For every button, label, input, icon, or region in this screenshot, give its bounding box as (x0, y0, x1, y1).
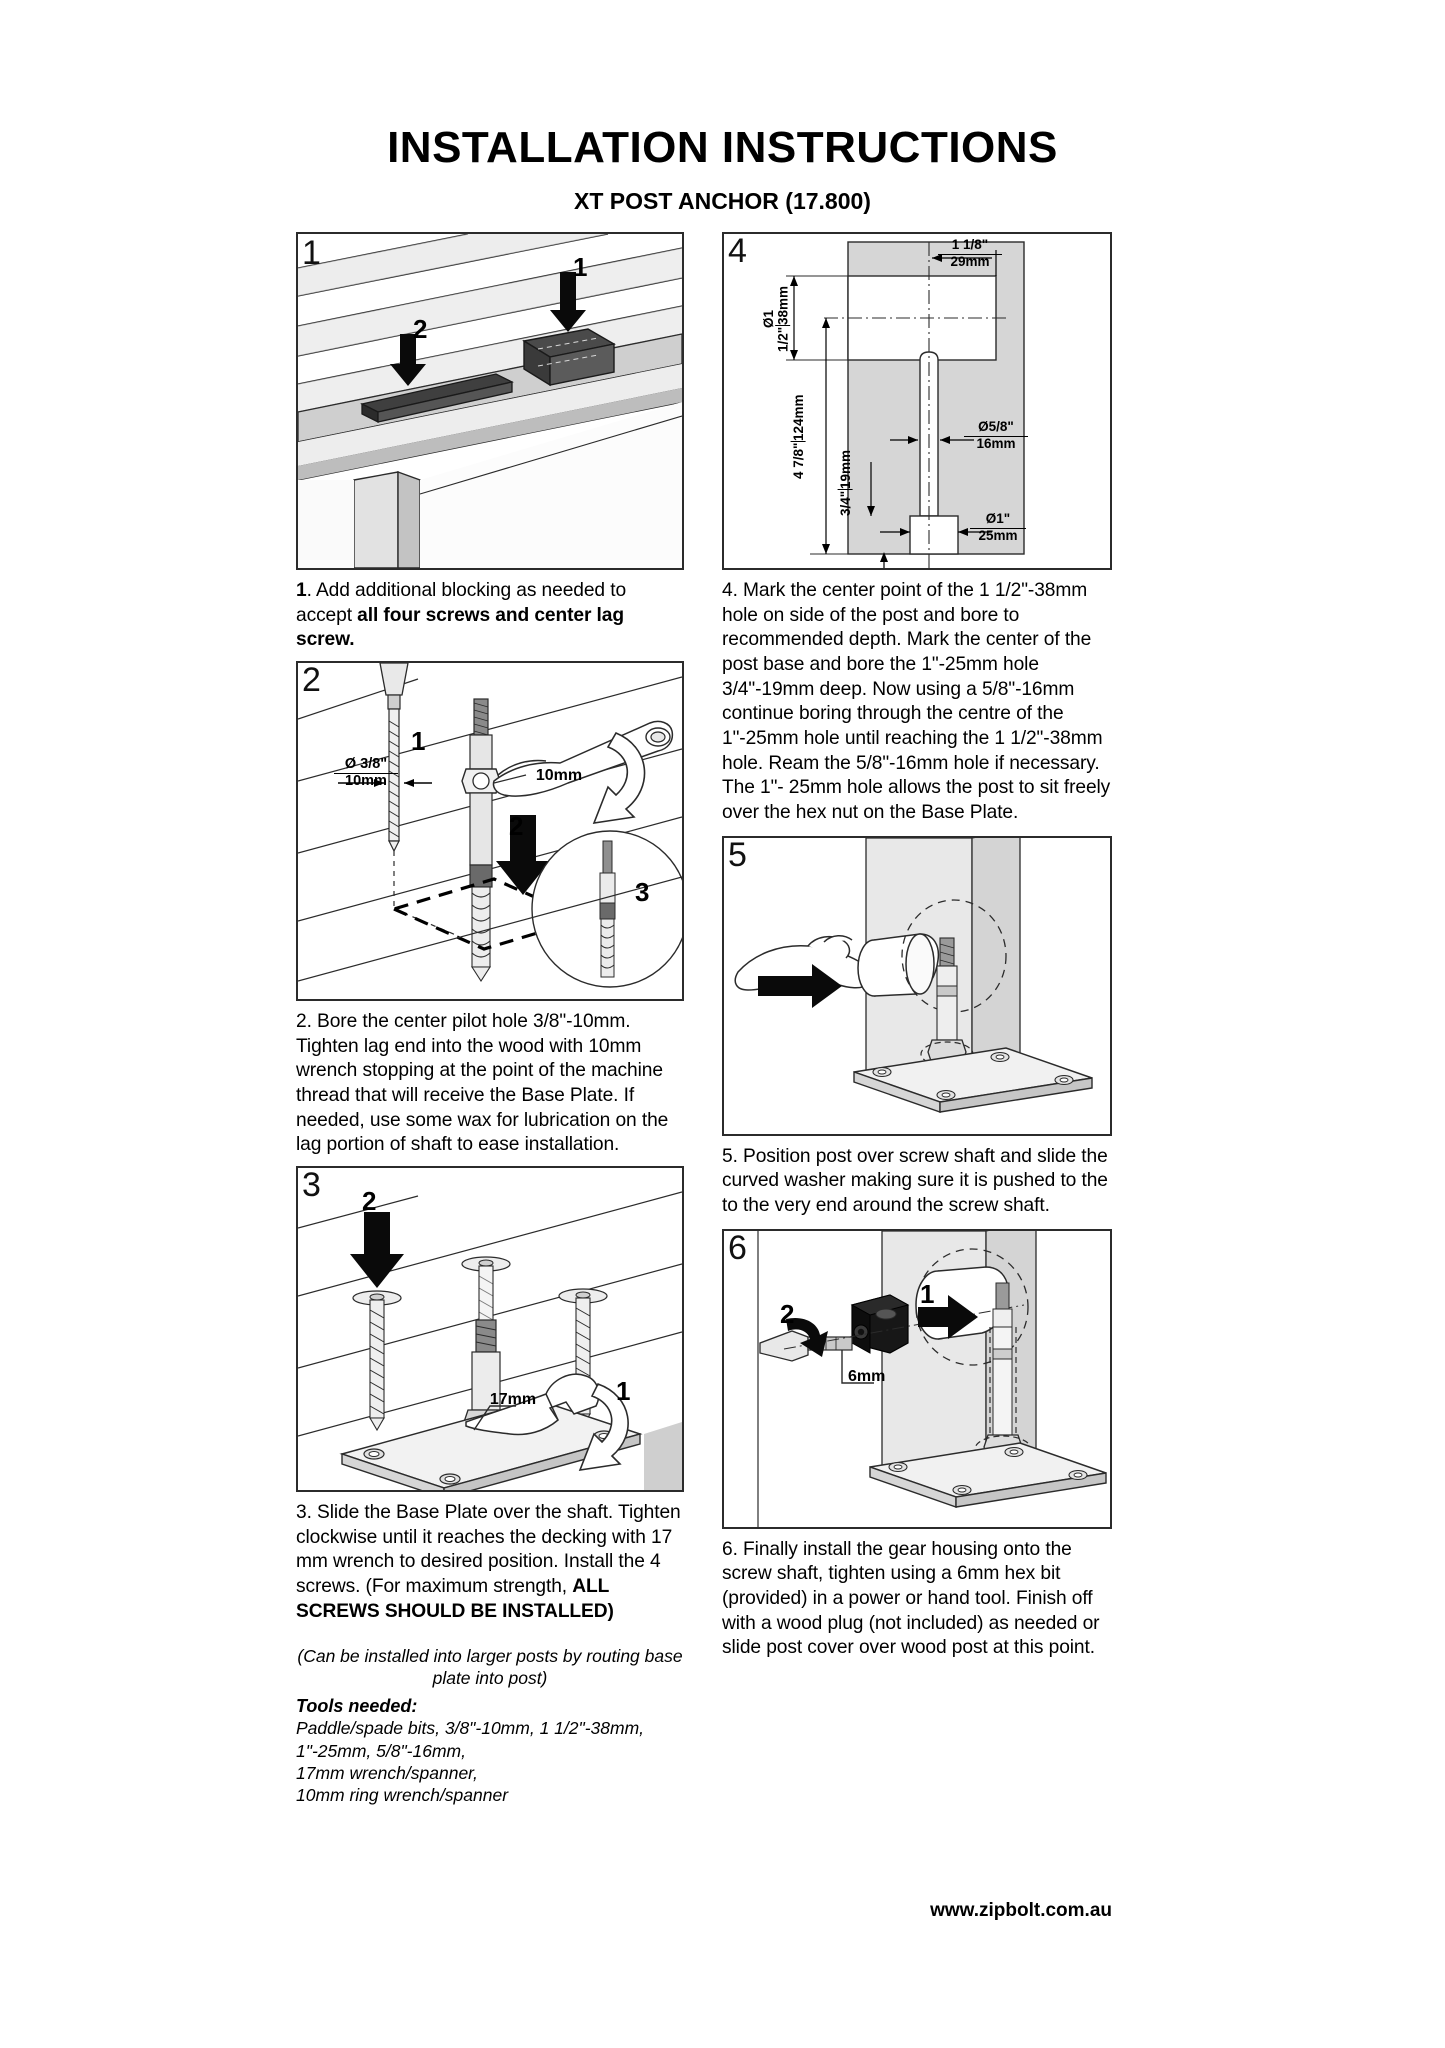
dimension-25mm-imperial: Ø1" (970, 512, 1026, 529)
dimension-wrench-17mm (484, 1392, 542, 1409)
figure-2-callout-1: 1 (411, 726, 426, 757)
dimension-pilot-hole (334, 757, 398, 789)
dimension-hex-6mm-value: 6mm (848, 1367, 886, 1385)
figure-3-callout-1: 1 (616, 1376, 631, 1407)
tools-line-2: 1"-25mm, 5/8"-16mm, (296, 1740, 466, 1761)
dimension-38mm-imperial: Ø1 1/2" (761, 310, 791, 353)
figure-number-5: 5 (728, 835, 747, 874)
right-column (722, 232, 1112, 1661)
dimension-16mm-metric: 16mm (976, 435, 1016, 451)
figure-1-callout-1: 1 (573, 252, 588, 282)
caption-step-6: 6. Finally install the gear housing onto the screw shaft, tighten using a 6mm hex bit (provided) in a power or hand tool. Finish off with a wood plug (not included) as needed or slide post cover over wood post at this point. (722, 1538, 1100, 1659)
caption-step-3 (296, 1501, 684, 1624)
figure-step-5 (722, 836, 1112, 1136)
dimension-19mm-metric: 19mm (838, 449, 853, 489)
routing-note: (Can be installed into larger posts by routing base plate into post) (297, 1646, 683, 1689)
caption-step-1 (296, 579, 684, 653)
figure-number-3: 3 (302, 1166, 321, 1205)
dimension-wrench-10mm (530, 768, 588, 785)
dimension-29mm-metric: 29mm (950, 253, 990, 269)
dimension-124mm-imperial: 4 7/8" (791, 443, 806, 480)
figure-6-callout-1: 1 (920, 1278, 935, 1309)
dimension-38mm (762, 280, 791, 358)
figure-2-callout-3: 3 (635, 877, 650, 908)
caption-step-5: 5. Position post over screw shaft and slide the curved washer making sure it is pushed to the to the very end around the screw shaft. (722, 1145, 1108, 1217)
tools-line-4: 10mm ring wrench/spanner (296, 1785, 509, 1806)
dimension-pilot-hole-metric: 10mm (345, 773, 387, 790)
dimension-19mm (838, 449, 854, 516)
dimension-124mm (792, 392, 807, 482)
figure-step-2 (296, 661, 684, 1001)
caption-3-text-b: ALL SCREWS SHOULD BE INSTALLED) (296, 1576, 614, 1622)
figure-3-callout-2: 2 (362, 1186, 377, 1217)
dimension-38mm-metric: 38mm (775, 285, 791, 325)
figure-step-6 (722, 1229, 1112, 1529)
figure-number-2: 2 (302, 661, 321, 700)
dimension-16mm (964, 420, 1028, 451)
figure-number-6: 6 (728, 1228, 747, 1267)
figure-2-callout-2: 2 (509, 811, 524, 842)
page-title: INSTALLATION INSTRUCTIONS (387, 123, 1058, 172)
caption-step-4: 4. Mark the center point of the 1 1/2"-38mm hole on side of the post and bore to recommended depth. Mark the center of the post base and bore the 1"-25mm hole 3/4"-19mm deep. Now using a 5/8"-16mm continue boring through the centre of the 1"-25mm hole until reaching the 1 1/2"-38mm hole. Ream the 5/8"-16mm hole if necessary. The 1"- 25mm hole allows the post to sit freely over the hex nut on the Base Plate. (722, 580, 1111, 824)
tools-needed-heading: Tools needed: (296, 1696, 418, 1717)
figure-step-4 (722, 232, 1112, 570)
caption-1-text-a: . Add additional blocking as needed to accept (296, 580, 627, 626)
tools-line-3: 17mm wrench/spanner, (296, 1762, 478, 1783)
left-column (296, 232, 684, 1807)
dimension-29mm-imperial: 1 1/8" (938, 238, 1002, 255)
figure-1-callout-2: 2 (413, 314, 428, 344)
dimension-16mm-imperial: Ø5/8" (964, 420, 1028, 437)
page-subtitle: XT POST ANCHOR (17.800) (574, 188, 871, 214)
dimension-pilot-hole-imperial: Ø 3/8" (334, 757, 398, 774)
dimension-wrench-17mm-value: 17mm (489, 1391, 537, 1409)
caption-step-2: 2. Bore the center pilot hole 3/8"-10mm. Tighten lag end into the wood with 10mm wrench stopping at the point of the machine thread that will receive the Base Plate. If needed, use some wax for lubrication on the lag portion of shaft to ease installation. (296, 1011, 669, 1156)
figure-step-1 (296, 232, 684, 570)
dimension-25mm (970, 512, 1026, 543)
dimension-25mm-metric: 25mm (978, 527, 1018, 543)
website-url[interactable]: www.zipbolt.com.au (930, 1900, 1112, 1921)
caption-3-text-a: 3. Slide the Base Plate over the shaft. Tighten clockwise until it reaches the decking with 17 mm wrench to desired position. Install the 4 screws. (For maximum strength, (296, 1502, 681, 1598)
dimension-wrench-10mm-value: 10mm (535, 767, 583, 785)
figure-step-3 (296, 1166, 684, 1492)
tools-line-1: Paddle/spade bits, 3/8"-10mm, 1 1/2"-38mm, (296, 1718, 645, 1739)
figure-number-1: 1 (302, 234, 321, 272)
figure-6-callout-2: 2 (780, 1298, 795, 1329)
dimension-124mm-metric: 124mm (791, 394, 806, 442)
caption-1-lead: 1 (296, 580, 307, 601)
figure-number-4: 4 (728, 232, 747, 270)
caption-1-text-b: all four screws and center lag screw. (296, 604, 624, 651)
dimension-hex-6mm (848, 1369, 904, 1386)
dimension-29mm (938, 238, 1002, 269)
dimension-19mm-imperial: 3/4" (838, 490, 853, 516)
